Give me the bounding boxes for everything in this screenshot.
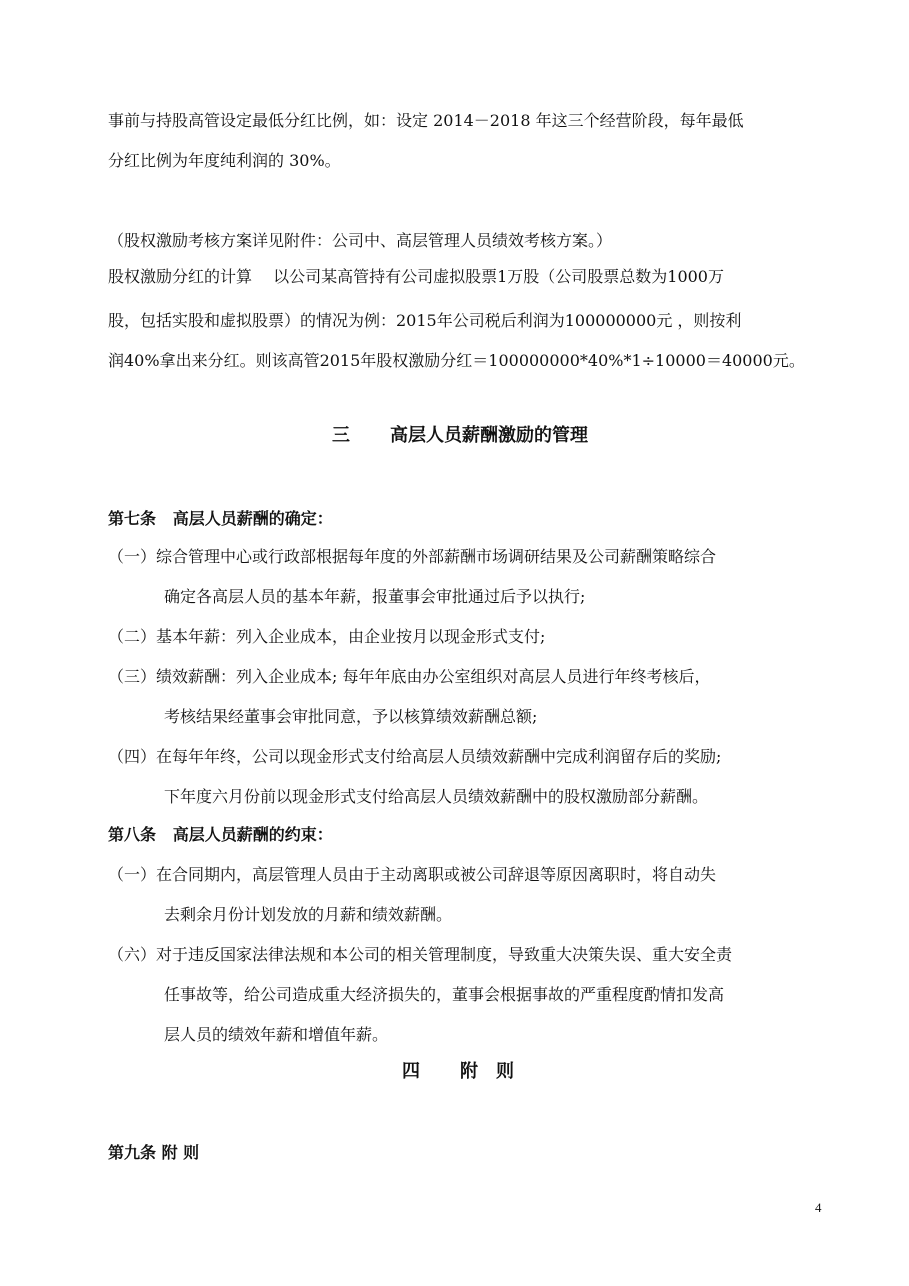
article-7-heading (108, 508, 333, 530)
section-4-title: 附 则 (460, 1061, 514, 1082)
article-8-heading (108, 824, 333, 846)
note-line: （股权激励考核方案详见附件：公司中、高层管理人员绩效考核方案。） (108, 231, 613, 250)
article-8-item-6-cont-1: 任事故等，给公司造成重大经济损失的，董事会根据事故的严重程度酌情扣发高 (164, 985, 725, 1004)
calc-line-1: 股权激励分红的计算 以公司某高管持有公司虚拟股票1万股（公司股票总数为1000万 (108, 267, 724, 286)
section-4-heading (402, 1060, 514, 1084)
calc-line-3: 润40%拿出来分红。则该高管2015年股权激励分红＝100000000*40%*1÷10000＝40000元。 (108, 351, 805, 370)
article-8-item-1: （一）在合同期内，高层管理人员由于主动离职或被公司辞退等原因离职时，将自动失 (108, 865, 717, 884)
intro-line-2: 分红比例为年度纯利润的 30%。 (108, 151, 341, 170)
section-3-heading (332, 424, 588, 448)
article-8-item-6: （六）对于违反国家法律法规和本公司的相关管理制度，导致重大决策失误、重大安全责 (108, 945, 733, 964)
article-7-title: 高层人员薪酬的确定： (172, 509, 333, 528)
article-7-item-1: （一）综合管理中心或行政部根据每年度的外部薪酬市场调研结果及公司薪酬策略综合 (108, 547, 717, 566)
article-8-item-6-cont-2: 层人员的绩效年薪和增值年薪。 (164, 1025, 389, 1044)
article-7-item-4: （四）在每年年终，公司以现金形式支付给高层人员绩效薪酬中完成利润留存后的奖励; (108, 747, 722, 766)
section-4-number: 四 (402, 1061, 420, 1082)
section-3-number: 三 (332, 425, 350, 446)
article-7-item-2: （二）基本年薪：列入企业成本，由企业按月以现金形式支付; (108, 627, 546, 646)
article-8-title: 高层人员薪酬的约束： (172, 825, 333, 844)
article-9-title: 附 则 (161, 1143, 200, 1162)
article-9-heading (108, 1142, 199, 1164)
intro-line-1: 事前与持股高管设定最低分红比例，如：设定 2014－2018 年这三个经营阶段，每年最低 (108, 111, 744, 130)
article-7-item-3-cont: 考核结果经董事会审批同意，予以核算绩效薪酬总额; (164, 707, 538, 726)
article-8-item-1-cont: 去剩余月份计划发放的月薪和绩效薪酬。 (164, 905, 453, 924)
article-7-item-1-cont: 确定各高层人员的基本年薪，报董事会审批通过后予以执行; (164, 587, 586, 606)
section-3-title: 高层人员薪酬激励的管理 (390, 425, 588, 446)
page-number: 4 (815, 1200, 822, 1215)
article-7-item-3: （三）绩效薪酬：列入企业成本; 每年年底由办公室组织对高层人员进行年终考核后， (108, 667, 711, 686)
calc-line-2: 股，包括实股和虚拟股票）的情况为例：2015年公司税后利润为100000000元 ，则按利 (108, 311, 742, 330)
article-7-item-4-cont: 下年度六月份前以现金形式支付给高层人员绩效薪酬中的股权激励部分薪酬。 (164, 787, 709, 806)
article-8-label: 第八条 (108, 825, 157, 844)
article-9-label: 第九条 (108, 1143, 157, 1162)
article-7-label: 第七条 (108, 509, 157, 528)
